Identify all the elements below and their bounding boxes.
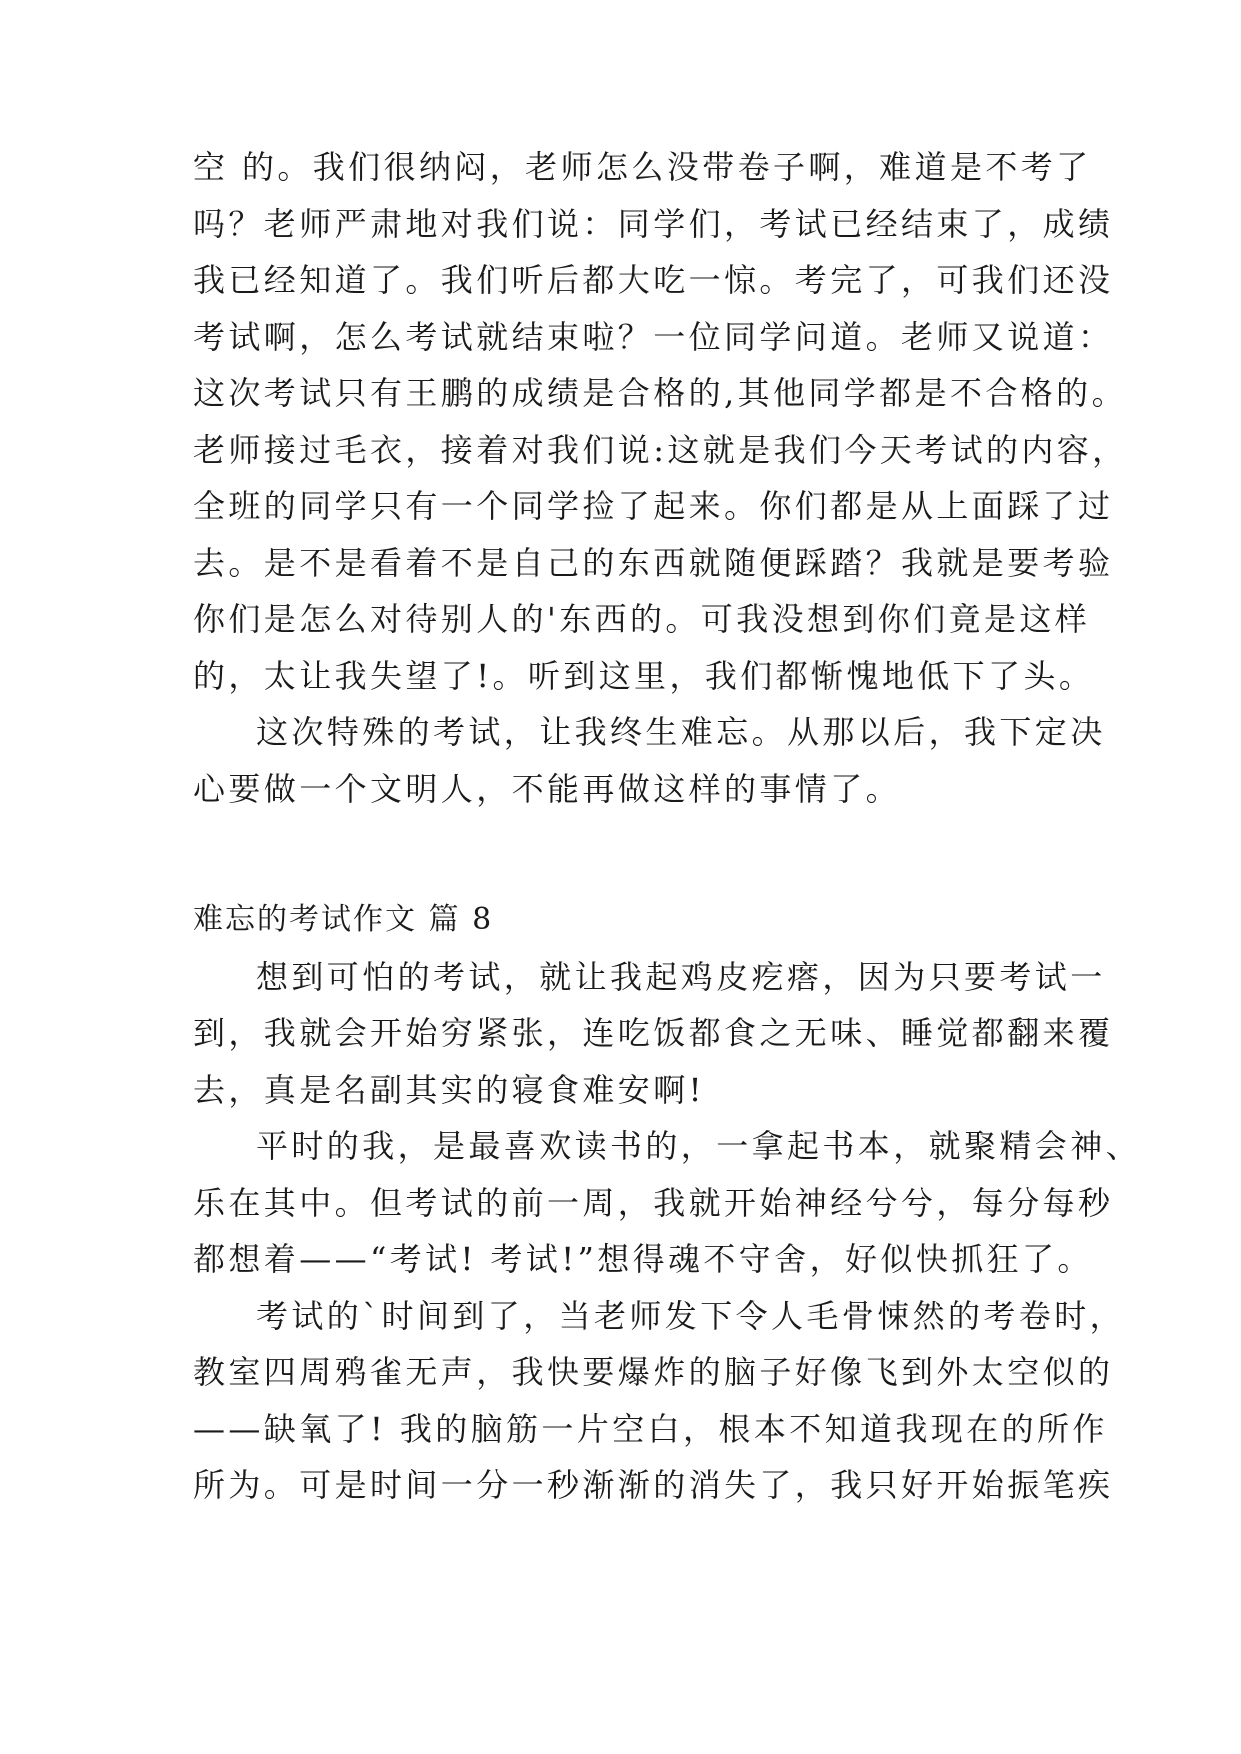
text-line: 老师接过毛衣，接着对我们说:这就是我们今天考试的内容，: [193, 431, 1128, 469]
text-line: 心要做一个文明人，不能再做这样的事情了。: [193, 770, 902, 808]
paragraph-first-line: 考试的`时间到了，当老师发下令人毛骨悚然的考卷时，: [256, 1297, 1126, 1335]
text-line: 空 的。我们很纳闷，老师怎么没带卷子啊，难道是不考了: [193, 148, 1092, 186]
text-line: 乐在其中。但考试的前一周，我就开始神经兮兮，每分每秒: [193, 1184, 1114, 1222]
paragraph-first-line: 这次特殊的考试，让我终生难忘。从那以后，我下定决: [256, 713, 1106, 751]
text-line: 吗？老师严肃地对我们说：同学们，考试已经结束了，成绩: [193, 205, 1114, 243]
text-line: 这次考试只有王鹏的成绩是合格的,其他同学都是不合格的。: [193, 374, 1127, 412]
text-line: 去，真是名副其实的寝食难安啊!: [193, 1071, 705, 1109]
text-line: 考试啊，怎么考试就结束啦？一位同学问道。老师又说道：: [193, 318, 1114, 356]
text-line: 我已经知道了。我们听后都大吃一惊。考完了，可我们还没: [193, 261, 1114, 299]
text-line: ——缺氧了! 我的脑筋一片空白，根本不知道我现在的所作: [193, 1410, 1108, 1448]
section-heading: 难忘的考试作文 篇 8: [193, 902, 494, 937]
paragraph-first-line: 平时的我，是最喜欢读书的，一拿起书本，就聚精会神、: [256, 1127, 1142, 1165]
text-line: 的，太让我失望了!。听到这里，我们都惭愧地低下了头。: [193, 657, 1095, 695]
text-line: 你们是怎么对待别人的'东西的。可我没想到你们竟是这样: [193, 600, 1091, 638]
text-line: 所为。可是时间一分一秒渐渐的消失了，我只好开始振笔疾: [193, 1466, 1114, 1504]
text-line: 全班的同学只有一个同学捡了起来。你们都是从上面踩了过: [193, 487, 1114, 525]
paragraph-first-line: 想到可怕的考试，就让我起鸡皮疙瘩，因为只要考试一: [256, 958, 1106, 996]
text-line: 去。是不是看着不是自己的东西就随便踩踏？我就是要考验: [193, 544, 1114, 582]
text-line: 到，我就会开始穷紧张，连吃饭都食之无味、睡觉都翻来覆: [193, 1014, 1114, 1052]
text-line: 都想着——“考试! 考试!”想得魂不守舍，好似快抓狂了。: [193, 1240, 1093, 1278]
text-line: 教室四周鸦雀无声，我快要爆炸的脑子好像飞到外太空似的: [193, 1353, 1114, 1391]
